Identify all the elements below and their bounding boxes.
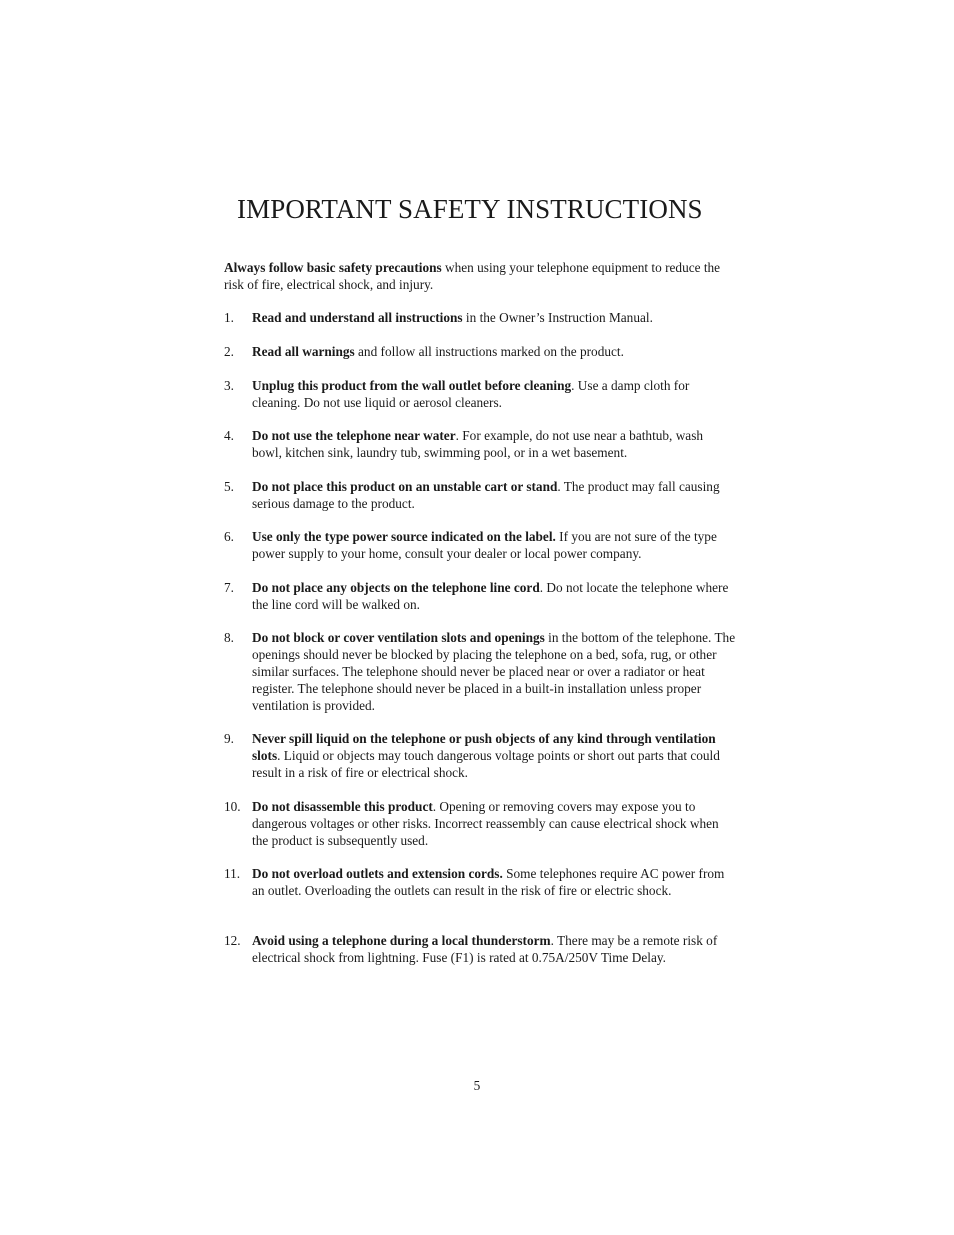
item-rest: . Liquid or objects may touch dangerous voltage points or short out parts that could result in a risk of fire or electrical shock. (252, 748, 720, 780)
item-text (252, 377, 736, 411)
page-title: IMPORTANT SAFETY INSTRUCTIONS (237, 194, 703, 224)
item-text (252, 932, 736, 966)
item-text (252, 579, 736, 613)
item-bold: Do not disassemble this product (252, 799, 433, 814)
item-rest: . For example, do not use near a bathtub, wash bowl, kitchen sink, laundry tub, swimming pool, or in a wet basement. (252, 428, 704, 460)
item-text (252, 730, 736, 781)
item-bold: Unplug this product from the wall outlet before cleaning (252, 378, 572, 393)
item-text (252, 629, 736, 714)
item-bold: Do not overload outlets and extension cords. (252, 866, 503, 881)
item-rest: and follow all instructions marked on the product. (354, 344, 624, 359)
item-number: 8. (224, 630, 234, 645)
item-rest: . The product may fall causing serious damage to the product. (252, 479, 720, 511)
page-number: 5 (473, 1078, 481, 1093)
item-rest: . Do not locate the telephone where the line cord will be walked on. (252, 580, 729, 612)
item-rest: in the bottom of the telephone. The openings should never be blocked by placing the telephone on a bed, sofa, rug, or other similar surfaces. The telephone should never be placed near or over a radiator or heat register. The telephone should never be placed in a built-in installation unless proper ventilation is provided. (252, 630, 736, 713)
item-text (252, 528, 736, 562)
item-bold: Use only the type power source indicated on the label. (252, 529, 556, 544)
item-number: 2. (224, 344, 234, 359)
item-rest: . Opening or removing covers may expose you to dangerous voltages or other risks. Incorrect reassembly can cause electrical shock when the product is subsequently used. (252, 799, 719, 848)
item-bold: Avoid using a telephone during a local thunderstorm (252, 933, 551, 948)
item-text (252, 478, 736, 512)
item-number: 4. (224, 428, 234, 443)
item-rest: in the Owner’s Instruction Manual. (462, 310, 653, 325)
item-number: 6. (224, 529, 234, 544)
item-rest: . There may be a remote risk of electrical shock from lightning. Fuse (F1) is rated at 0.75A/250V Time Delay. (252, 933, 718, 965)
item-rest: Some telephones require AC power from an outlet. Overloading the outlets can result in the risk of fire or electric shock. (252, 866, 725, 898)
item-rest: . Use a damp cloth for cleaning. Do not use liquid or aerosol cleaners. (252, 378, 690, 410)
item-number: 5. (224, 479, 234, 494)
item-bold: Never spill liquid on the telephone or push objects of any kind through ventilation slots (252, 731, 716, 763)
item-text (252, 309, 736, 326)
item-bold: Do not block or cover ventilation slots and openings (252, 630, 545, 645)
item-text (252, 343, 736, 360)
item-text (252, 427, 736, 461)
item-text (252, 865, 736, 899)
item-text (252, 798, 736, 849)
item-rest: If you are not sure of the type power supply to your home, consult your dealer or local power company. (252, 529, 717, 561)
item-number: 1. (224, 310, 234, 325)
intro-paragraph (224, 259, 736, 293)
item-bold: Do not place this product on an unstable cart or stand (252, 479, 558, 494)
item-bold: Do not place any objects on the telephone line cord (252, 580, 540, 595)
item-number: 7. (224, 580, 234, 595)
item-bold: Do not use the telephone near water (252, 428, 456, 443)
item-bold: Read all warnings (252, 344, 355, 359)
intro-bold: Always follow basic safety precautions (224, 260, 442, 275)
item-number: 12. (224, 933, 241, 948)
item-bold: Read and understand all instructions (252, 310, 463, 325)
item-number: 11. (224, 866, 241, 881)
item-number: 3. (224, 378, 234, 393)
item-number: 9. (224, 731, 234, 746)
intro-text: when using your telephone equipment to reduce the risk of fire, electrical shock, and injury. (224, 260, 721, 292)
item-number: 10. (224, 799, 241, 814)
